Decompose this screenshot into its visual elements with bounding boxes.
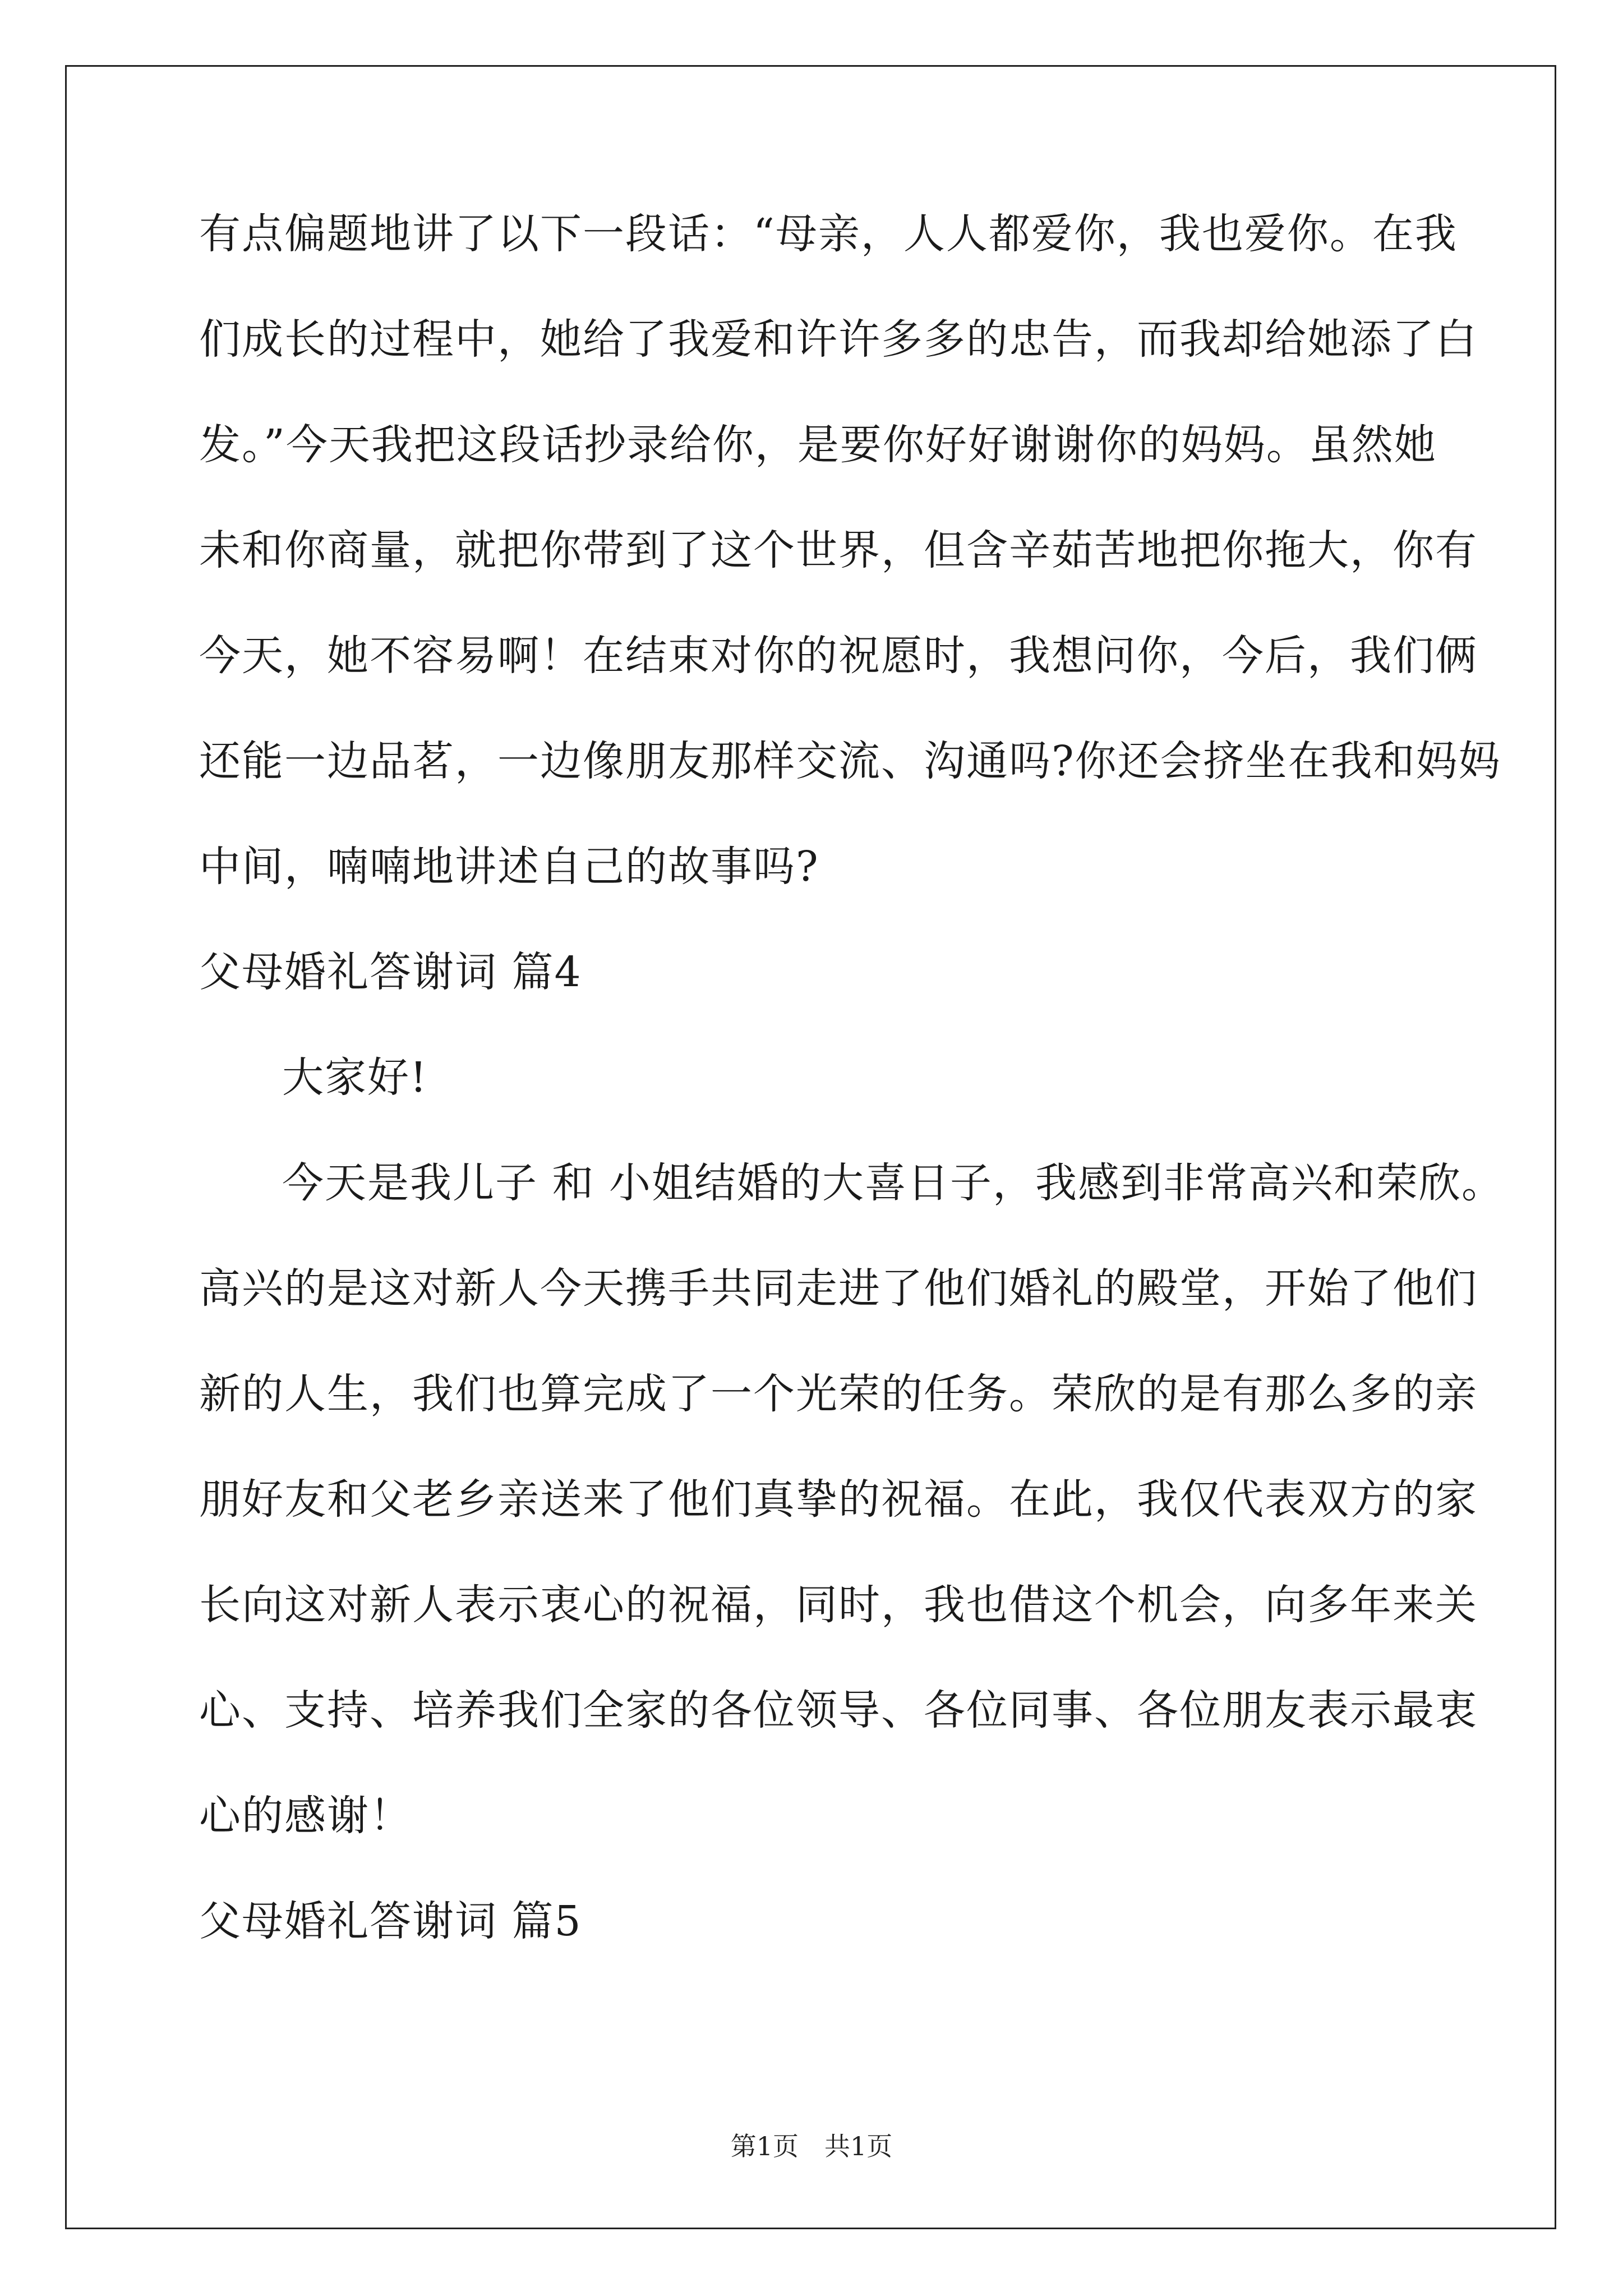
text-line-6: 还能一边品茗，一边像朋友那样交流、沟通吗?你还会挤坐在我和妈妈 bbox=[199, 737, 1501, 785]
text-line-4: 未和你商量，就把你带到了这个世界，但含辛茹苦地把你拖大，你有 bbox=[199, 526, 1478, 574]
text-line-12: 新的人生，我们也算完成了一个光荣的任务。荣欣的是有那么多的亲 bbox=[199, 1370, 1478, 1418]
text-line-7: 中间，喃喃地讲述自己的故事吗? bbox=[199, 843, 819, 891]
text-line-2: 们成长的过程中，她给了我爱和许许多多的忠告，而我却给她添了白 bbox=[199, 315, 1478, 364]
text-line-13: 朋好友和父老乡亲送来了他们真挚的祝福。在此，我仅代表双方的家 bbox=[199, 1475, 1478, 1524]
document-body bbox=[199, 208, 1505, 2000]
section-heading-4: 父母婚礼答谢词 篇4 bbox=[199, 948, 582, 996]
text-line-11: 高兴的是这对新人今天携手共同走进了他们婚礼的殿堂，开始了他们 bbox=[199, 1264, 1478, 1313]
text-line-5: 今天，她不容易啊！在结束对你的祝愿时，我想问你，今后，我们俩 bbox=[199, 632, 1478, 680]
text-line-16: 心的感谢！ bbox=[199, 1792, 412, 1840]
text-line-3: 发。”今天我把这段话抄录给你，是要你好好谢谢你的妈妈。虽然她 bbox=[199, 421, 1437, 469]
text-line-1: 有点偏题地讲了以下一段话：“母亲，人人都爱你，我也爱你。在我 bbox=[199, 210, 1458, 258]
text-line-10: 今天是我儿子 和 小姐结婚的大喜日子，我感到非常高兴和荣欣。 bbox=[282, 1159, 1505, 1207]
greeting-line: 大家好! bbox=[282, 1053, 428, 1102]
page-number-footer: 第1页 共1页 bbox=[730, 2131, 893, 2161]
text-line-14: 长向这对新人表示衷心的祝福，同时，我也借这个机会，向多年来关 bbox=[199, 1581, 1478, 1629]
text-line-15: 心、支持、培养我们全家的各位领导、各位同事、各位朋友表示最衷 bbox=[199, 1686, 1478, 1734]
section-heading-5: 父母婚礼答谢词 篇5 bbox=[199, 1897, 582, 1945]
